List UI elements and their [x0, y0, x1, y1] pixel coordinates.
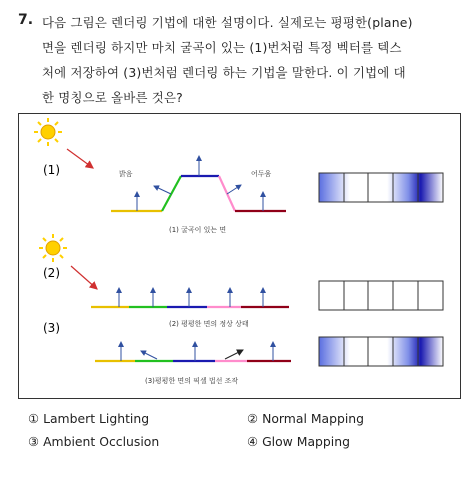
normal-arrow — [227, 185, 241, 194]
choice-2-marker: ② — [247, 411, 259, 426]
normal-arrow — [154, 186, 171, 194]
caption-3: (3)평평한 면의 픽셀 법선 조작 — [145, 377, 239, 385]
choice-4-marker: ④ — [247, 434, 259, 449]
bright-label: 밝음 — [119, 170, 133, 178]
shading-strip-3 — [319, 337, 443, 366]
shading-strip-1 — [319, 173, 443, 202]
question-line-4: 한 명칭으로 올바른 것은? — [42, 90, 183, 105]
choice-3-text: Ambient Occlusion — [43, 434, 160, 449]
normal-arrow — [225, 350, 243, 359]
label-2: (2) — [43, 266, 60, 280]
choice-4-text: Glow Mapping — [262, 434, 350, 449]
light-ray-1 — [67, 149, 93, 168]
sun-icon — [39, 234, 67, 262]
shading-strip-2 — [319, 281, 443, 310]
choice-1-marker: ① — [28, 411, 40, 426]
choice-3-marker: ③ — [28, 434, 40, 449]
dark-label: 어두움 — [251, 170, 272, 178]
choice-1[interactable] — [28, 411, 149, 426]
choice-3[interactable] — [28, 434, 159, 449]
label-1: (1) — [43, 163, 60, 177]
rendering-diagram — [19, 114, 460, 398]
label-3: (3) — [43, 321, 60, 335]
question-line-2: 면을 렌더링 하지만 마치 굴곡이 있는 (1)번처럼 특정 벡터를 텍스 — [42, 40, 402, 55]
question-line-1: 다음 그림은 렌더링 기법에 대한 설명이다. 실제로는 평평한(plane) — [42, 15, 413, 30]
choice-4[interactable] — [247, 434, 350, 449]
choice-2[interactable] — [247, 411, 364, 426]
choice-1-text: Lambert Lighting — [43, 411, 150, 426]
figure-box — [18, 113, 461, 399]
light-ray-2 — [71, 266, 97, 289]
choice-2-text: Normal Mapping — [262, 411, 365, 426]
question-line-3: 처에 저장하여 (3)번처럼 렌더링 하는 기법을 말한다. 이 기법에 대 — [42, 65, 406, 80]
sun-icon — [34, 118, 62, 146]
normal-arrow — [141, 351, 157, 359]
caption-2: (2) 평평한 면의 정상 상태 — [169, 320, 249, 328]
question-number: 7. — [18, 12, 34, 28]
caption-1: (1) 굴곡이 있는 면 — [169, 226, 227, 234]
